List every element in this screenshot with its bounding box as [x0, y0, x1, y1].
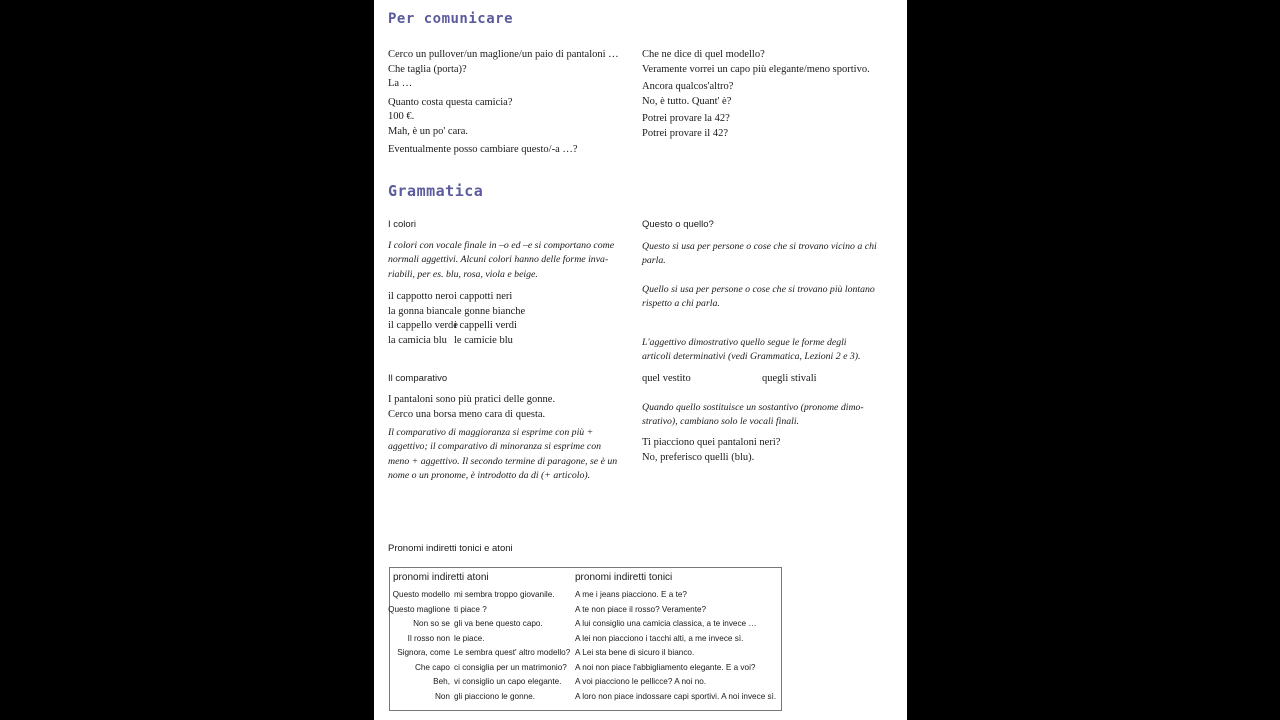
table-row: [390, 663, 781, 677]
cell-tonico: A lei non piacciono i tacchi alti, a me invece sì.: [575, 633, 744, 643]
cell-tonico: A voi piacciono le pellicce? A noi no.: [575, 677, 707, 686]
cell-tonico: A loro non piace indossare capi sportivi. A noi invece sì.: [575, 691, 777, 701]
colori-row: [388, 290, 525, 305]
col-header-atoni: pronomi indiretti atoni: [393, 572, 489, 583]
phrase: 100 €.: [388, 111, 415, 122]
cell-context: Che capo: [414, 662, 450, 672]
cell-context: Non: [434, 691, 450, 701]
cell-tonico: A Lei sta bene di sicuro il bianco.: [575, 648, 695, 657]
rule-line: nome o un pronome, è introdotto da di (+ articolo).: [388, 470, 591, 482]
cell-context: Questo maglione: [388, 604, 450, 614]
section-title-grammatica: Grammatica: [388, 182, 484, 200]
phrase: Quanto costa questa camicia?: [388, 96, 513, 108]
table-row: [390, 648, 781, 662]
cell-atono: gli piacciono le gonne.: [454, 691, 536, 701]
colori-row: [388, 319, 525, 334]
dialog-line: Ti piacciono quei pantaloni neri?: [642, 437, 781, 448]
cell-context: Beh,: [433, 677, 450, 686]
cell-tonico: A me i jeans piacciono. E a te?: [575, 590, 687, 599]
heading-comparativo: Il comparativo: [388, 373, 448, 384]
rule-line: strativo), cambiano solo le vocali finali.: [642, 416, 800, 428]
comparativo-examples: [388, 393, 555, 422]
phrase: Che taglia (porta)?: [388, 63, 467, 75]
phrase: Potrei provare il 42?: [642, 127, 729, 139]
rule-quello: [642, 283, 875, 312]
phrase: No, è tutto. Quant' è?: [642, 95, 732, 107]
cell-context: Non so se: [413, 619, 450, 628]
singular: la camicia blu: [388, 334, 447, 346]
plural: le camicie blu: [454, 334, 513, 346]
phrase: Eventualmente posso cambiare questo/-a …?: [388, 144, 578, 155]
cell-atono: gli va bene questo capo.: [454, 619, 543, 628]
table-row: [390, 590, 781, 604]
colori-row: [388, 334, 525, 349]
rule-comparativo: [388, 426, 617, 484]
cell-atono: Le sembra quest' altro modello?: [454, 648, 571, 657]
phrase: Veramente vorrei un capo più elegante/meno sportivo.: [642, 63, 870, 75]
example-quegli: quegli stivali: [762, 373, 817, 384]
singular: il cappotto nero: [388, 291, 454, 302]
cell-tonico: A noi non piace l'abbigliamento elegante. E a voi?: [575, 662, 756, 672]
document-page: [374, 0, 907, 720]
singular: il cappello verde: [388, 320, 458, 331]
rule-line: L'aggettivo dimostrativo quello segue le forme degli: [642, 337, 847, 348]
cell-atono: ti piace ?: [454, 604, 487, 614]
phrase: Mah, è un po' cara.: [388, 125, 469, 137]
cell-tonico: A te non piace il rosso? Veramente?: [575, 604, 707, 614]
rule-line: articoli determinativi (vedi Grammatica, Lezioni 2 e 3).: [642, 351, 861, 363]
rule-line: Quello si usa per persone o cose che si trovano più lontano: [642, 284, 875, 295]
rule-line: meno + aggettivo. Il secondo termine di paragone, se è un: [388, 455, 618, 467]
cell-atono: le piace.: [454, 633, 485, 643]
rule-line: aggettivo; il comparativo di minoranza si esprime con: [388, 441, 602, 453]
plural: i cappotti neri: [454, 291, 513, 302]
rule-line: Il comparativo di maggioranza si esprime con più +: [388, 427, 594, 438]
rule-colori: [388, 239, 614, 282]
rule-line: normali aggettivi. Alcuni colori hanno delle forme inva-: [388, 254, 609, 266]
example: Cerco una borsa meno cara di questa.: [388, 408, 546, 420]
table-row: [390, 605, 781, 619]
rule-line: rispetto a chi parla.: [642, 298, 720, 310]
singular: la gonna bianca: [388, 305, 454, 317]
dialog-line: No, preferisco quelli (blu).: [642, 451, 755, 463]
heading-colori: I colori: [388, 219, 416, 230]
rule-line: Quando quello sostituisce un sostantivo (pronome dimo-: [642, 402, 864, 413]
phrase: Che ne dice di quel modello?: [642, 49, 765, 60]
table-row: [390, 619, 781, 633]
example: I pantaloni sono più pratici delle gonne.: [388, 394, 556, 405]
plural: le gonne bianche: [454, 305, 526, 317]
plural: i cappelli verdi: [454, 320, 517, 331]
col-header-tonici: pronomi indiretti tonici: [575, 572, 673, 583]
heading-questo-quello: Questo o quello?: [642, 219, 714, 230]
cell-context: Questo modello: [392, 590, 450, 599]
example-quel: quel vestito: [642, 373, 691, 384]
phrase: La …: [388, 78, 413, 89]
table-row: [390, 677, 781, 691]
table-row: [390, 634, 781, 648]
cell-tonico: A lui consiglio una camicia classica, a te invece …: [575, 619, 757, 628]
phrase: Ancora qualcos'altro?: [642, 81, 734, 92]
cell-context: Il rosso non: [407, 633, 450, 643]
rule-questo: [642, 240, 877, 269]
heading-pronomi: Pronomi indiretti tonici e atoni: [388, 543, 513, 554]
phrase: Potrei provare la 42?: [642, 113, 730, 124]
rule-aggettivo-dimostrativo: [642, 336, 861, 365]
rule-line: parla.: [642, 255, 666, 267]
rule-line: riabili, per es. blu, rosa, viola e beige.: [388, 268, 538, 280]
cell-atono: vi consiglio un capo elegante.: [454, 677, 562, 686]
pronomi-table: [389, 567, 782, 711]
colori-table: [388, 290, 525, 348]
phrases-left: [388, 48, 619, 158]
phrase: Cerco un pullover/un maglione/un paio di pantaloni …: [388, 49, 619, 60]
colori-row: [388, 305, 525, 320]
section-title-per-comunicare: Per comunicare: [388, 11, 514, 27]
phrases-right: [642, 48, 870, 141]
cell-context: Signora, come: [397, 648, 450, 657]
dialog-quello: [642, 436, 780, 465]
rule-line: Questo si usa per persone o cose che si trovano vicino a chi: [642, 241, 877, 252]
table-row: [390, 692, 781, 706]
cell-atono: ci consiglia per un matrimonio?: [454, 662, 567, 672]
cell-atono: mi sembra troppo giovanile.: [454, 590, 555, 599]
rule-line: I colori con vocale finale in –o ed –e si comportano come: [388, 240, 615, 251]
rule-pronome-dimostrativo: [642, 401, 864, 430]
